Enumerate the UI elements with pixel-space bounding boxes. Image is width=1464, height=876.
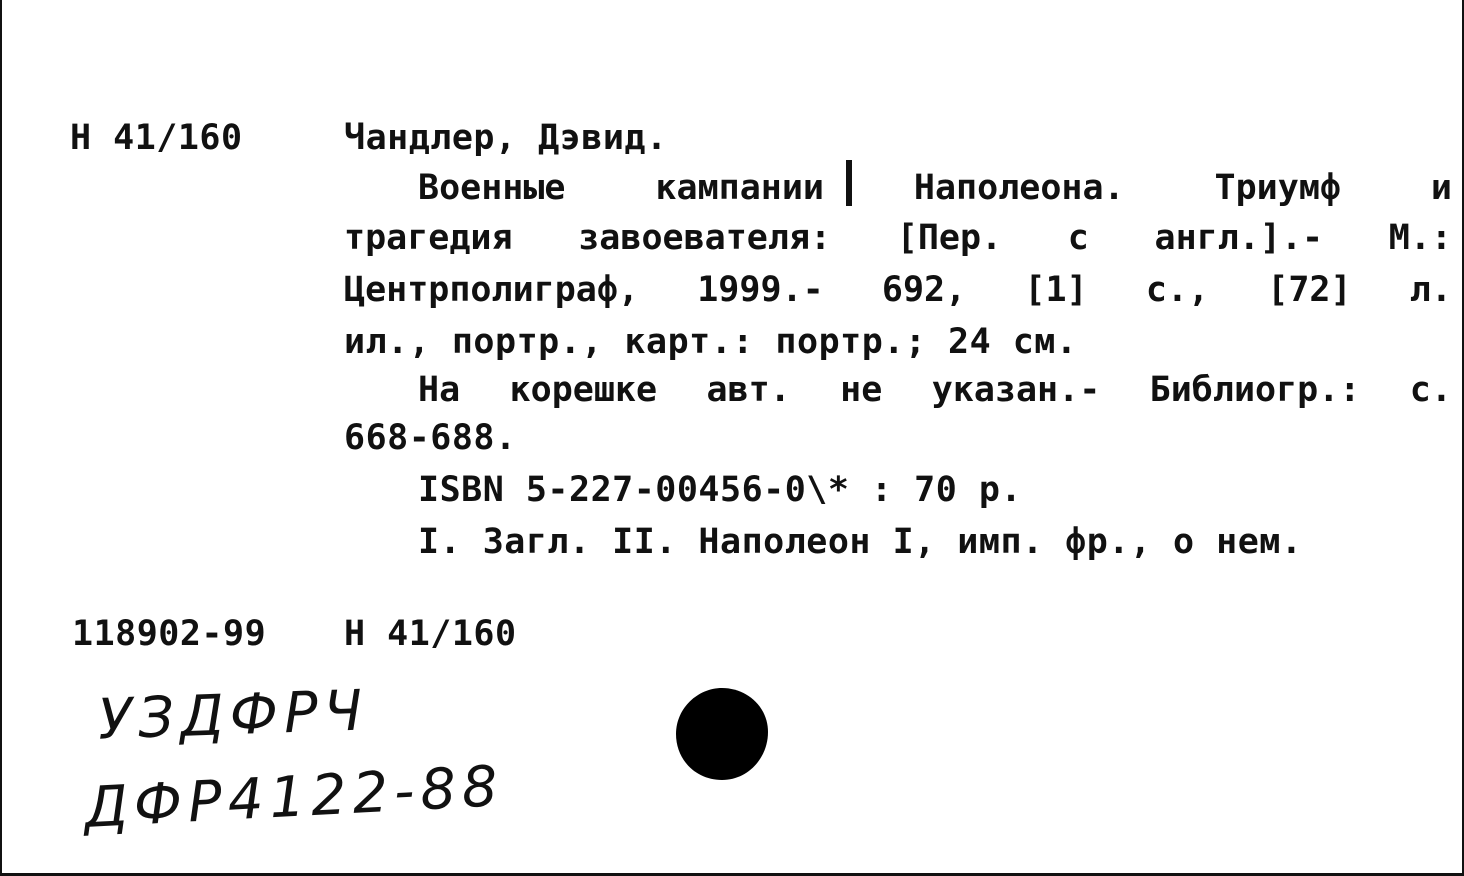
punched-hole xyxy=(674,686,770,782)
word: М.: xyxy=(1388,218,1452,258)
call-number-top: Н 41/160 xyxy=(70,118,243,158)
word: англ.].- xyxy=(1154,218,1324,258)
word: л. xyxy=(1409,270,1452,310)
handwritten-code-2: ДФР4122-88 xyxy=(82,754,506,841)
title-line-1 xyxy=(344,168,1452,208)
word: [Пер. xyxy=(896,218,1003,258)
word: [1] xyxy=(1024,270,1088,310)
word: указан.- xyxy=(931,370,1101,410)
note-line-1 xyxy=(344,370,1452,410)
word: завоевателя: xyxy=(578,218,832,258)
word: 1999.- xyxy=(697,270,824,310)
title-line-3 xyxy=(344,270,1452,310)
word: с xyxy=(1067,218,1089,258)
word: Триумф xyxy=(1214,168,1341,208)
word: не xyxy=(840,370,883,410)
title-line-2 xyxy=(344,218,1452,258)
word: Библиогр.: xyxy=(1149,370,1361,410)
call-number-bottom: Н 41/160 xyxy=(344,614,517,654)
author-heading: Чандлер, Дэвид. xyxy=(344,118,668,158)
word: и xyxy=(1430,168,1452,208)
subject-headings: I. Загл. II. Наполеон I, имп. фр., о нем. xyxy=(418,522,1303,562)
inventory-number: 118902-99 xyxy=(72,614,267,654)
isbn-line: ISBN 5-227-00456-0\* : 70 р. xyxy=(418,470,1023,510)
word: с., xyxy=(1145,270,1210,310)
word: трагедия xyxy=(344,218,513,258)
word: кампании xyxy=(655,168,824,208)
word: с. xyxy=(1409,370,1452,410)
note-pages: 668-688. xyxy=(344,418,517,458)
ink-mark xyxy=(846,160,852,206)
word: На xyxy=(418,370,461,410)
word: 692, xyxy=(881,270,967,310)
word: [72] xyxy=(1267,270,1352,310)
word: Центрполиграф, xyxy=(344,270,640,310)
handwritten-code-1: УЗДФРЧ xyxy=(96,678,370,753)
word: корешке xyxy=(509,370,658,410)
word: авт. xyxy=(706,370,791,410)
physical-description: ил., портр., карт.: портр.; 24 см. xyxy=(344,322,1078,362)
word: Военные xyxy=(418,168,566,208)
word: Наполеона. xyxy=(913,168,1125,208)
